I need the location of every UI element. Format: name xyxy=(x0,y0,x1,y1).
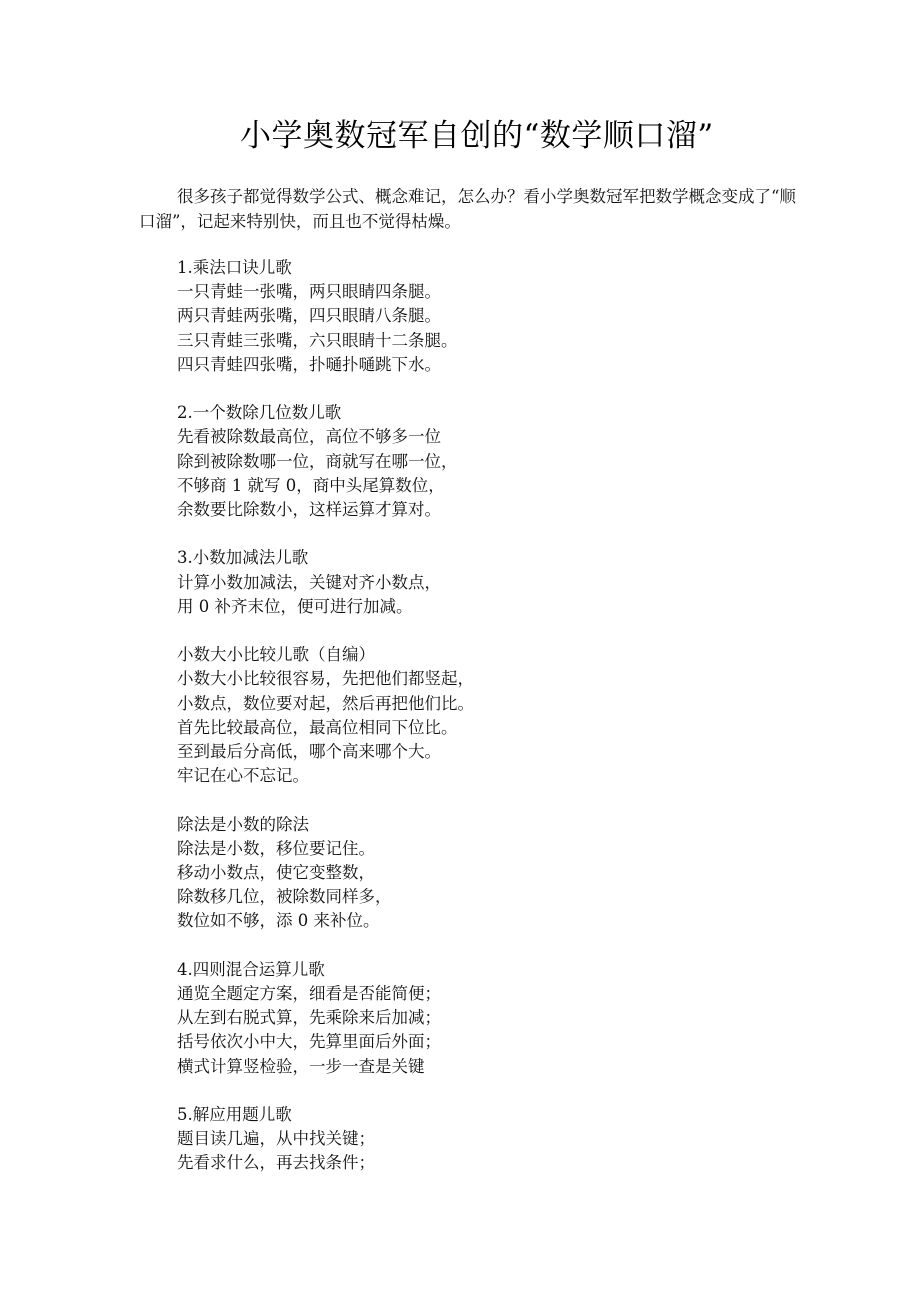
section-line: 用 0 补齐末位，便可进行加减。 xyxy=(177,596,413,616)
section-line: 小数点，数位要对起，然后再把他们比。 xyxy=(177,693,474,713)
section-decimal-division-song xyxy=(177,813,817,934)
section-line: 除到被除数哪一位，商就写在哪一位， xyxy=(177,451,458,471)
document-title: 小学奥数冠军自创的“数学顺口溜” xyxy=(240,118,714,154)
section-line: 两只青蛙两张嘴，四只眼睛八条腿。 xyxy=(177,306,441,326)
section-line: 小数大小比较很容易，先把他们都竖起， xyxy=(177,669,474,689)
section-heading: 1.乘法口诀儿歌 xyxy=(177,258,292,277)
section-heading: 3.小数加减法儿歌 xyxy=(177,548,309,568)
section-line: 从左到右脱式算，先乘除来后加减； xyxy=(177,1008,441,1028)
section-division-song xyxy=(177,401,817,522)
section-word-problem-song xyxy=(177,1103,817,1176)
section-line: 先看被除数最高位，高位不够多一位 xyxy=(177,427,441,447)
intro-paragraph xyxy=(139,184,799,234)
section-line: 通览全题定方案，细看是否能简便； xyxy=(177,984,441,1004)
section-mixed-operations-song xyxy=(177,958,817,1079)
section-line: 题目读几遍，从中找关键； xyxy=(177,1129,375,1149)
section-heading: 4.四则混合运算儿歌 xyxy=(177,959,325,979)
document-body xyxy=(177,256,817,1200)
section-line: 除法是小数，移位要记住。 xyxy=(177,838,375,858)
section-heading: 2.一个数除几位数儿歌 xyxy=(177,403,342,423)
section-heading: 除法是小数的除法 xyxy=(177,814,309,834)
section-heading: 5.解应用题儿歌 xyxy=(177,1105,292,1125)
section-heading: 小数大小比较儿歌（自编） xyxy=(177,645,375,665)
section-line: 余数要比除数小，这样运算才算对。 xyxy=(177,500,441,520)
section-line: 移动小数点，使它变整数， xyxy=(177,863,375,883)
section-line: 数位如不够，添 0 来补位。 xyxy=(177,911,380,931)
section-line: 括号依次小中大，先算里面后外面； xyxy=(177,1032,441,1052)
section-line: 三只青蛙三张嘴，六只眼睛十二条腿。 xyxy=(177,330,458,350)
section-line: 首先比较最高位，最高位相同下位比。 xyxy=(177,717,458,737)
section-decimal-add-subtract-song xyxy=(177,546,817,619)
section-line: 牢记在心不忘记。 xyxy=(177,766,309,786)
section-line: 四只青蛙四张嘴，扑嗵扑嗵跳下水。 xyxy=(177,354,441,374)
section-line: 一只青蛙一张嘴，两只眼睛四条腿。 xyxy=(177,282,441,302)
section-multiplication-song xyxy=(177,256,817,377)
intro-text: 很多孩子都觉得数学公式、概念难记，怎么办？看小学奥数冠军把数学概念变成了“顺口溜”，记起来特别快，而且也不觉得枯燥。 xyxy=(139,187,796,231)
section-line: 除数移几位，被除数同样多， xyxy=(177,887,392,907)
section-decimal-compare-song xyxy=(177,643,817,788)
section-line: 不够商 1 就写 0，商中头尾算数位， xyxy=(177,475,445,495)
section-line: 至到最后分高低，哪个高来哪个大。 xyxy=(177,742,441,762)
section-line: 先看求什么，再去找条件； xyxy=(177,1153,375,1173)
section-line: 计算小数加减法，关键对齐小数点， xyxy=(177,572,441,592)
section-line: 横式计算竖检验，一步一查是关键 xyxy=(177,1056,425,1076)
